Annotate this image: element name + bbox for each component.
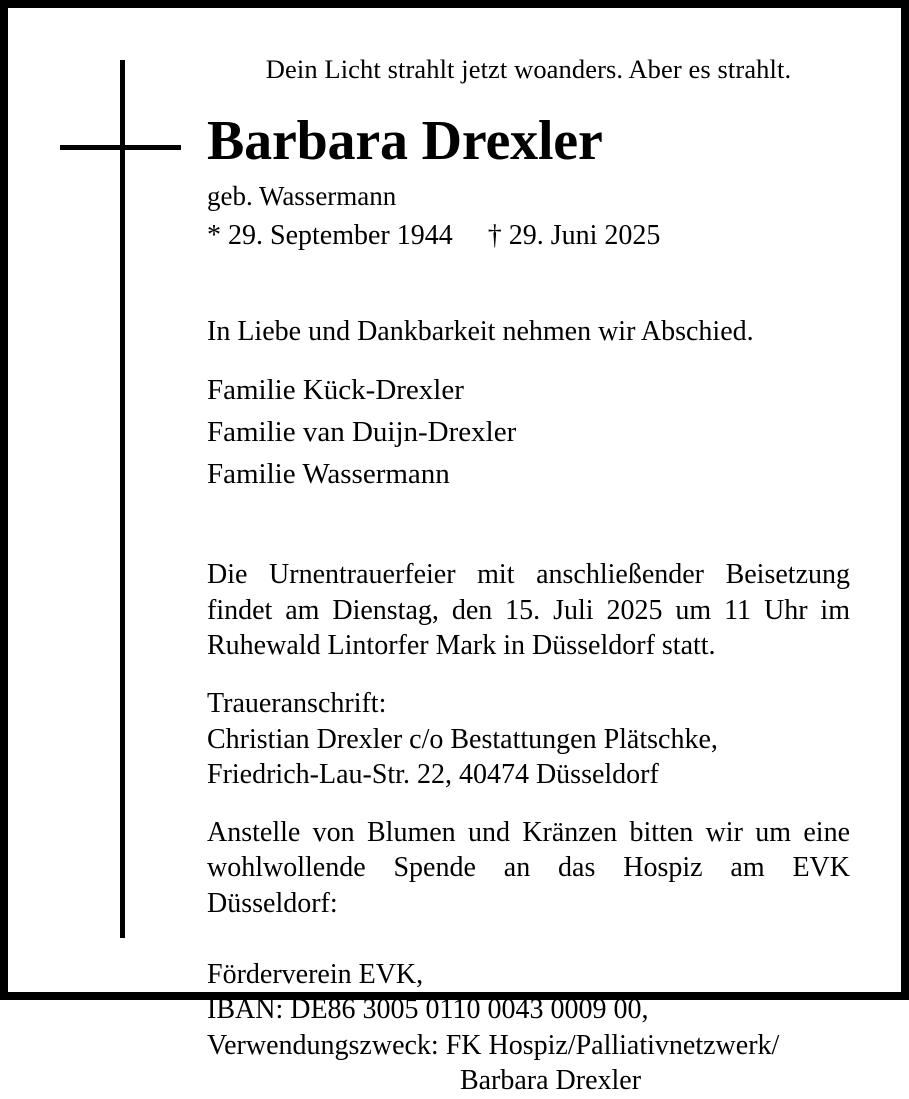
- mourning-address-line-1: Christian Drexler c/o Bestattungen Plätschke,: [207, 723, 718, 755]
- mourning-address-block: [207, 664, 850, 793]
- list-item: Familie van Duijn-Drexler: [207, 415, 517, 448]
- notice-canvas: [16, 16, 893, 1097]
- donation-iban: IBAN: DE86 3005 0110 0043 0009 00,: [207, 994, 649, 1026]
- donation-block: [207, 793, 850, 1099]
- text-column: [207, 16, 850, 1099]
- mourning-address-line-2: Friedrich-Lau-Str. 22, 40474 Düsseldorf: [207, 759, 659, 791]
- list-item: Familie Wassermann: [207, 457, 450, 490]
- list-item: Familie Kück-Drexler: [207, 374, 464, 407]
- service-details: Die Urnentrauerfeier mit anschließender Beisetzung findet am Dienstag, den 15. Juli 2025 um 11 Uhr im Ruhewald Lintorfer Mark in Düsseldorf statt.: [207, 559, 850, 662]
- christian-cross-crossbar-icon: [60, 145, 181, 150]
- motto-text: Dein Licht strahlt jetzt woanders. Aber es strahlt.: [265, 54, 792, 84]
- mourning-address-label: Traueranschrift:: [207, 687, 387, 719]
- birth-death-dates: * 29. September 1944 † 29. Juni 2025: [207, 220, 661, 252]
- farewell-line: In Liebe und Dankbarkeit nehmen wir Abschied.: [207, 315, 754, 347]
- family-list: [207, 348, 850, 495]
- donation-reference-name: Barbara Drexler: [459, 1065, 642, 1097]
- donation-reference: Verwendungszweck: FK Hospiz/Palliativnetzwerk/: [207, 1029, 780, 1061]
- maiden-name: geb. Wassermann: [207, 180, 397, 211]
- deceased-name: Barbara Drexler: [207, 110, 603, 173]
- donation-recipient: Förderverein EVK,: [207, 958, 424, 990]
- christian-cross-icon: [120, 60, 125, 938]
- donation-intro: Anstelle von Blumen und Kränzen bitten wir um eine wohlwollende Spende an das Hospiz am EVK Düsseldorf:: [207, 816, 850, 919]
